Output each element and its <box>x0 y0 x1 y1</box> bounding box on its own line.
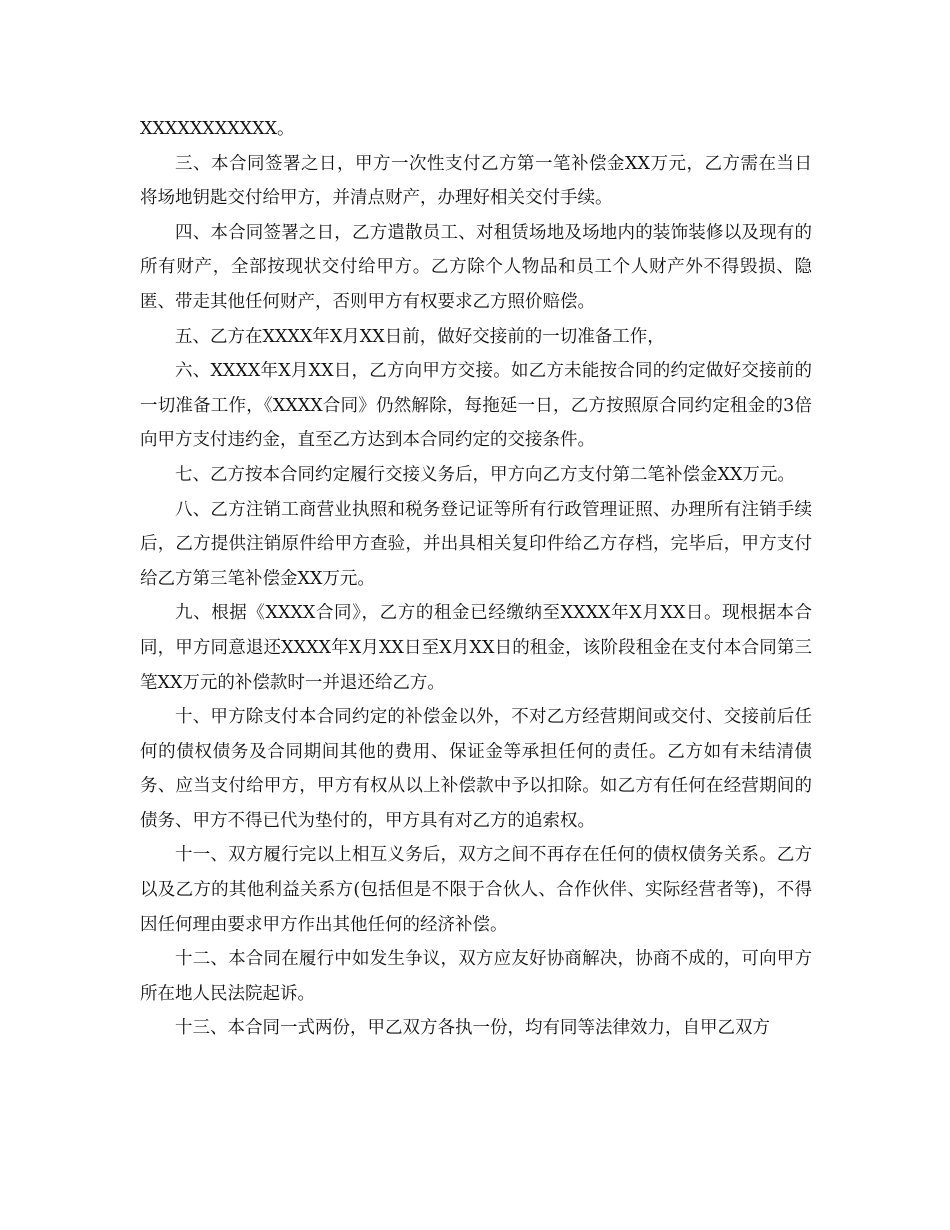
clause-4: 四、本合同签署之日，乙方遣散员工、对租赁场地及场地内的装饰装修以及现有的所有财产，全部按现状交付给甲方。乙方除个人物品和员工个人财产外不得毁损、隐匿、带走其他任何财产，否则甲方有权要求乙方照价赔偿。 <box>140 222 812 312</box>
clause-7: 七、乙方按本合同约定履行交接义务后，甲方向乙方支付第二笔补偿金XX万元。 <box>175 464 795 485</box>
clause-11: 十一、双方履行完以上相互义务后，双方之间不再存在任何的债权债务关系。乙方以及乙方的其他利益关系方(包括但是不限于合伙人、合作伙伴、实际经营者等)，不得因任何理由要求甲方作出其他任何的经济补偿。 <box>140 845 812 935</box>
contract-body <box>140 112 812 1046</box>
clause-12: 十二、本合同在履行中如发生争议，双方应友好协商解决，协商不成的，可向甲方所在地人民法院起诉。 <box>140 949 812 1004</box>
clause-13: 十三、本合同一式两份，甲乙双方各执一份，均有同等法律效力，自甲乙双方 <box>175 1018 770 1039</box>
clause-8: 八、乙方注销工商营业执照和税务登记证等所有行政管理证照、办理所有注销手续后，乙方提供注销原件给甲方查验，并出具相关复印件给乙方存档，完毕后，甲方支付给乙方第三笔补偿金XX万元。 <box>140 499 812 589</box>
paragraph-continuation: XXXXXXXXXXX。 <box>140 119 295 139</box>
clause-6: 六、XXXX年X月XX日，乙方向甲方交接。如乙方未能按合同的约定做好交接前的一切准备工作，《XXXX合同》仍然解除，每拖延一日，乙方按照原合同约定租金的3倍向甲方支付违约金，直至乙方达到本合同约定的交接条件。 <box>140 361 812 451</box>
clause-3: 三、本合同签署之日，甲方一次性支付乙方第一笔补偿金XX万元，乙方需在当日将场地钥匙交付给甲方，并清点财产，办理好相关交付手续。 <box>140 153 812 209</box>
clause-5: 五、乙方在XXXX年X月XX日前，做好交接前的一切准备工作， <box>175 326 665 347</box>
clause-10: 十、甲方除支付本合同约定的补偿金以外，不对乙方经营期间或交付、交接前后任何的债权债务及合同期间其他的费用、保证金等承担任何的责任。乙方如有未结清债务、应当支付给甲方，甲方有权从以上补偿款中予以扣除。如乙方有任何在经营期间的债务、甲方不得已代为垫付的，甲方具有对乙方的追索权。 <box>140 707 812 831</box>
clause-9: 九、根据《XXXX合同》，乙方的租金已经缴纳至XXXX年X月XX日。现根据本合同，甲方同意退还XXXX年X月XX日至X月XX日的租金，该阶段租金在支付本合同第三笔XX万元的补偿款时一并退还给乙方。 <box>140 603 812 693</box>
